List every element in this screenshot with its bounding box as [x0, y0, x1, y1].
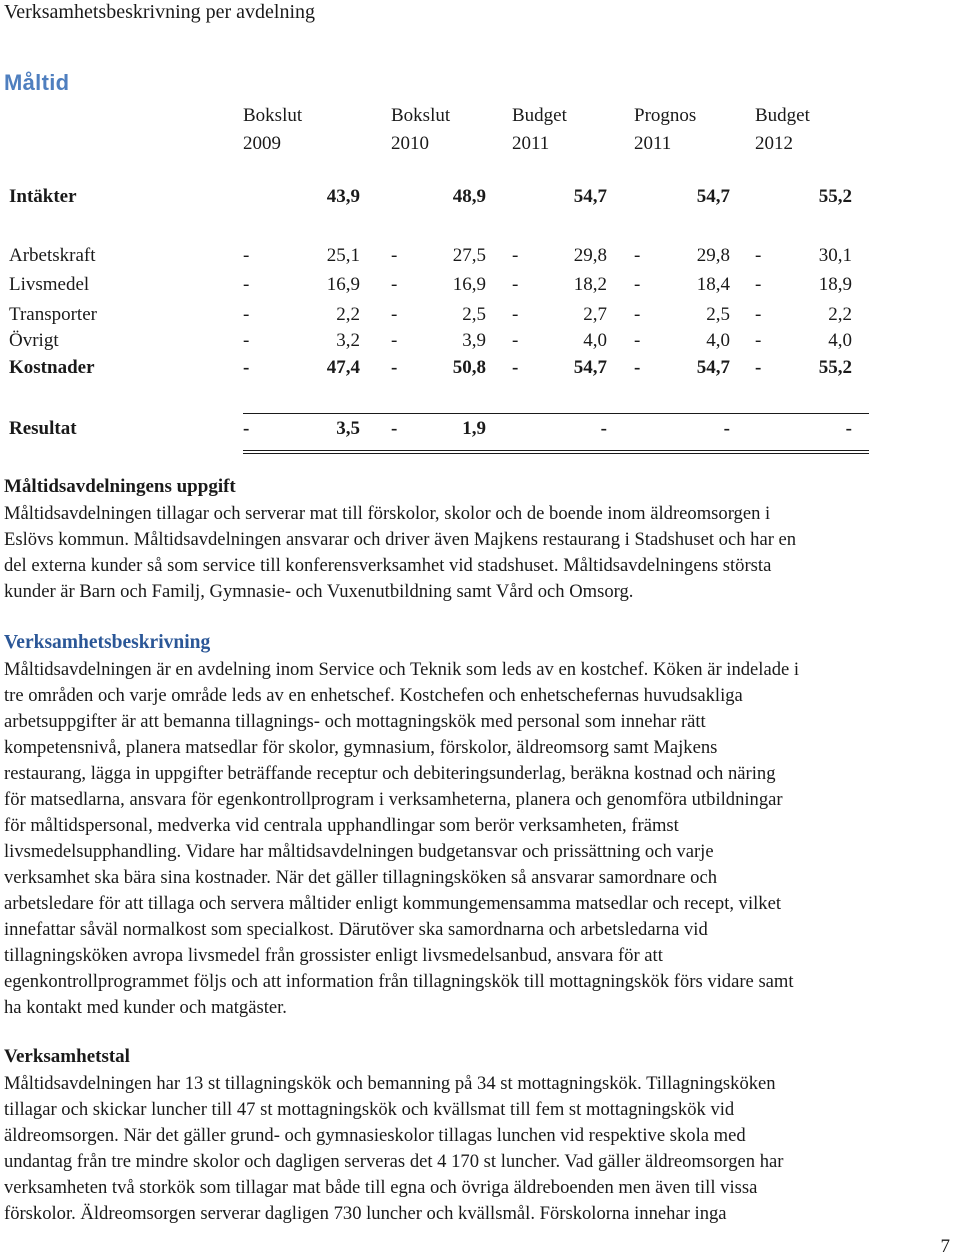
table-cell: 2,5	[706, 304, 730, 325]
column-header: Prognos 2011	[634, 105, 697, 154]
text-line: ha kontakt med kunder och matgäster.	[4, 997, 287, 1018]
text-line: äldreomsorgen. När det gäller grund- och gymnasieskolor tillagas lunchen vid respektive skola med	[4, 1125, 746, 1146]
table-cell: 4,0	[706, 330, 730, 351]
row-label: Intäkter	[9, 186, 77, 207]
table-cell: 54,7	[696, 186, 730, 207]
minus-sign: -	[512, 304, 519, 325]
text-line: kompetensnivå, planera matsedlar för skolor, gymnasium, förskolor, äldreomsorg samt Majkens	[4, 737, 718, 758]
table-cell: 3,5	[336, 418, 360, 439]
text-line: tre områden och varje område leds av en enhetschef. Kostchefen och enhetschefernas huvudsakliga	[4, 685, 743, 706]
row-label: Arbetskraft	[9, 245, 96, 266]
minus-sign: -	[755, 357, 762, 378]
heading-verksamhetsbeskrivning: Verksamhetsbeskrivning	[4, 632, 211, 653]
heading-uppgift: Måltidsavdelningens uppgift	[4, 476, 236, 497]
table-cell: 4,0	[828, 330, 852, 351]
text-line: arbetsuppgifter är att bemanna tillagnings- och mottagningskök med personal som innehar rätt	[4, 711, 706, 732]
minus-sign: -	[243, 357, 250, 378]
minus-sign: -	[243, 245, 250, 266]
table-cell: 16,9	[452, 274, 486, 295]
table-cell: -	[845, 418, 852, 439]
minus-sign: -	[634, 357, 641, 378]
row-label: Övrigt	[9, 330, 59, 351]
text-line: Måltidsavdelningen har 13 st tillagningskök och bemanning på 34 st mottagningskök. Tillagningsköken	[4, 1073, 776, 1094]
running-head: Verksamhetsbeskrivning per avdelning	[4, 1, 316, 23]
text-line: restaurang, lägga in uppgifter beträffande receptur och debiteringsunderlag, beräkna kostnad och näring	[4, 763, 776, 784]
text-line: Eslövs kommun. Måltidsavdelningen ansvarar och driver även Majkens restaurang i Stadshuset och har en	[4, 529, 797, 550]
table-cell: 1,9	[462, 418, 486, 439]
table-cell: 2,7	[583, 304, 607, 325]
table-cell: 2,2	[828, 304, 852, 325]
table-cell: 55,2	[818, 357, 852, 378]
table-cell: -	[600, 418, 607, 439]
text-line: del externa kunder så som service till konferensverksamhet vid stadshuset. Måltidsavdelningens största	[4, 555, 772, 576]
table-cell: 29,8	[573, 245, 607, 266]
minus-sign: -	[243, 418, 250, 439]
minus-sign: -	[391, 245, 398, 266]
table-cell: 4,0	[583, 330, 607, 351]
table-cell: 3,9	[462, 330, 486, 351]
table-cell: -	[723, 418, 730, 439]
table-cell: 2,2	[336, 304, 360, 325]
page-number: 7	[940, 1236, 950, 1257]
minus-sign: -	[634, 330, 641, 351]
minus-sign: -	[512, 274, 519, 295]
text-line: förskolor. Äldreomsorgen serverar dagligen 730 luncher och kvällsmål. Förskolorna innehar inga	[4, 1203, 727, 1224]
table-rule	[243, 413, 869, 414]
table-cell: 55,2	[818, 186, 852, 207]
table-cell: 29,8	[696, 245, 730, 266]
table-cell: 43,9	[326, 186, 360, 207]
table-cell: 47,4	[326, 357, 360, 378]
minus-sign: -	[755, 274, 762, 295]
minus-sign: -	[755, 245, 762, 266]
column-header: Bokslut 2009	[243, 105, 303, 154]
text-line: verksamhet ska bära sina kostnader. När det gäller tillagningsköken så ansvarar samordnare och	[4, 867, 718, 888]
minus-sign: -	[755, 304, 762, 325]
text-line: egenkontrollprogrammet följs och att information från tillagningskök till mottagningskök förs vidare samt	[4, 971, 794, 992]
table-cell: 18,4	[696, 274, 730, 295]
minus-sign: -	[391, 357, 398, 378]
table-cell: 2,5	[462, 304, 486, 325]
minus-sign: -	[391, 418, 398, 439]
text-line: livsmedelsupphandling. Vidare har måltidsavdelningen budgetansvar och prissättning och varje	[4, 841, 714, 862]
row-label: Kostnader	[9, 357, 95, 378]
minus-sign: -	[512, 330, 519, 351]
table-cell: 48,9	[452, 186, 486, 207]
text-line: undantag från tre mindre skolor och dagligen serveras det 4 170 st luncher. Vad gäller äldreomsorgen har	[4, 1151, 784, 1172]
table-rule	[243, 450, 869, 451]
text-line: verksamheten två storkök som tillagar mat både till egna och övriga äldreboenden men även till vissa	[4, 1177, 758, 1198]
minus-sign: -	[634, 304, 641, 325]
table-cell: 50,8	[452, 357, 486, 378]
minus-sign: -	[512, 357, 519, 378]
text-line: kunder är Barn och Familj, Gymnasie- och Vuxenutbildning samt Vård och Omsorg.	[4, 581, 634, 602]
minus-sign: -	[634, 274, 641, 295]
table-cell: 18,9	[818, 274, 852, 295]
text-line: Måltidsavdelningen är en avdelning inom Service och Teknik som leds av en kostchef. Köken är indelade i	[4, 659, 800, 680]
minus-sign: -	[391, 274, 398, 295]
table-cell: 54,7	[573, 357, 607, 378]
table-cell: 54,7	[573, 186, 607, 207]
text-line: för matsedlarna, ansvara för egenkontrollprogram i verksamheterna, planera och genomföra utbildningar	[4, 789, 783, 810]
table-cell: 18,2	[573, 274, 607, 295]
text-line: för måltidspersonal, medverka vid centrala upphandlingar som berör verksamheten, främst	[4, 815, 679, 836]
row-label: Resultat	[9, 418, 77, 439]
paragraph	[4, 501, 954, 605]
table-rule	[243, 453, 869, 454]
text-line: arbetsledare för att tillaga och servera måltider enligt kommungemensamma matsedlar och recept, vilket	[4, 893, 782, 914]
table-cell: 25,1	[326, 245, 360, 266]
minus-sign: -	[243, 330, 250, 351]
text-line: tillagar och skickar luncher till 47 st mottagningskök och kvällsmat till fem st mottagningskök vid	[4, 1099, 735, 1120]
minus-sign: -	[391, 304, 398, 325]
minus-sign: -	[634, 245, 641, 266]
minus-sign: -	[755, 330, 762, 351]
minus-sign: -	[391, 330, 398, 351]
row-label: Livsmedel	[9, 274, 90, 295]
minus-sign: -	[512, 245, 519, 266]
text-line: innefattar såväl normalkost som specialkost. Därutöver ska samordnarna och arbetsledarna vid	[4, 919, 708, 940]
text-line: Måltidsavdelningen tillagar och serverar mat till förskolor, skolor och de boende inom äldreomsorgen i	[4, 503, 771, 524]
table-cell: 16,9	[326, 274, 360, 295]
table-cell: 30,1	[818, 245, 852, 266]
text-line: tillagningsköken avropa livsmedel från grossister enligt livsmedelsanbud, ansvara för att	[4, 945, 663, 966]
row-label: Transporter	[9, 304, 97, 325]
heading-verksamhetstal: Verksamhetstal	[4, 1046, 130, 1067]
minus-sign: -	[243, 274, 250, 295]
column-header: Budget 2011	[512, 105, 567, 154]
minus-sign: -	[243, 304, 250, 325]
paragraph	[4, 657, 954, 1021]
column-header: Budget 2012	[755, 105, 810, 154]
table-cell: 27,5	[452, 245, 486, 266]
table-cell: 54,7	[696, 357, 730, 378]
paragraph	[4, 1071, 954, 1227]
column-header: Bokslut 2010	[391, 105, 451, 154]
section-title: Måltid	[4, 70, 70, 95]
table-cell: 3,2	[336, 330, 360, 351]
